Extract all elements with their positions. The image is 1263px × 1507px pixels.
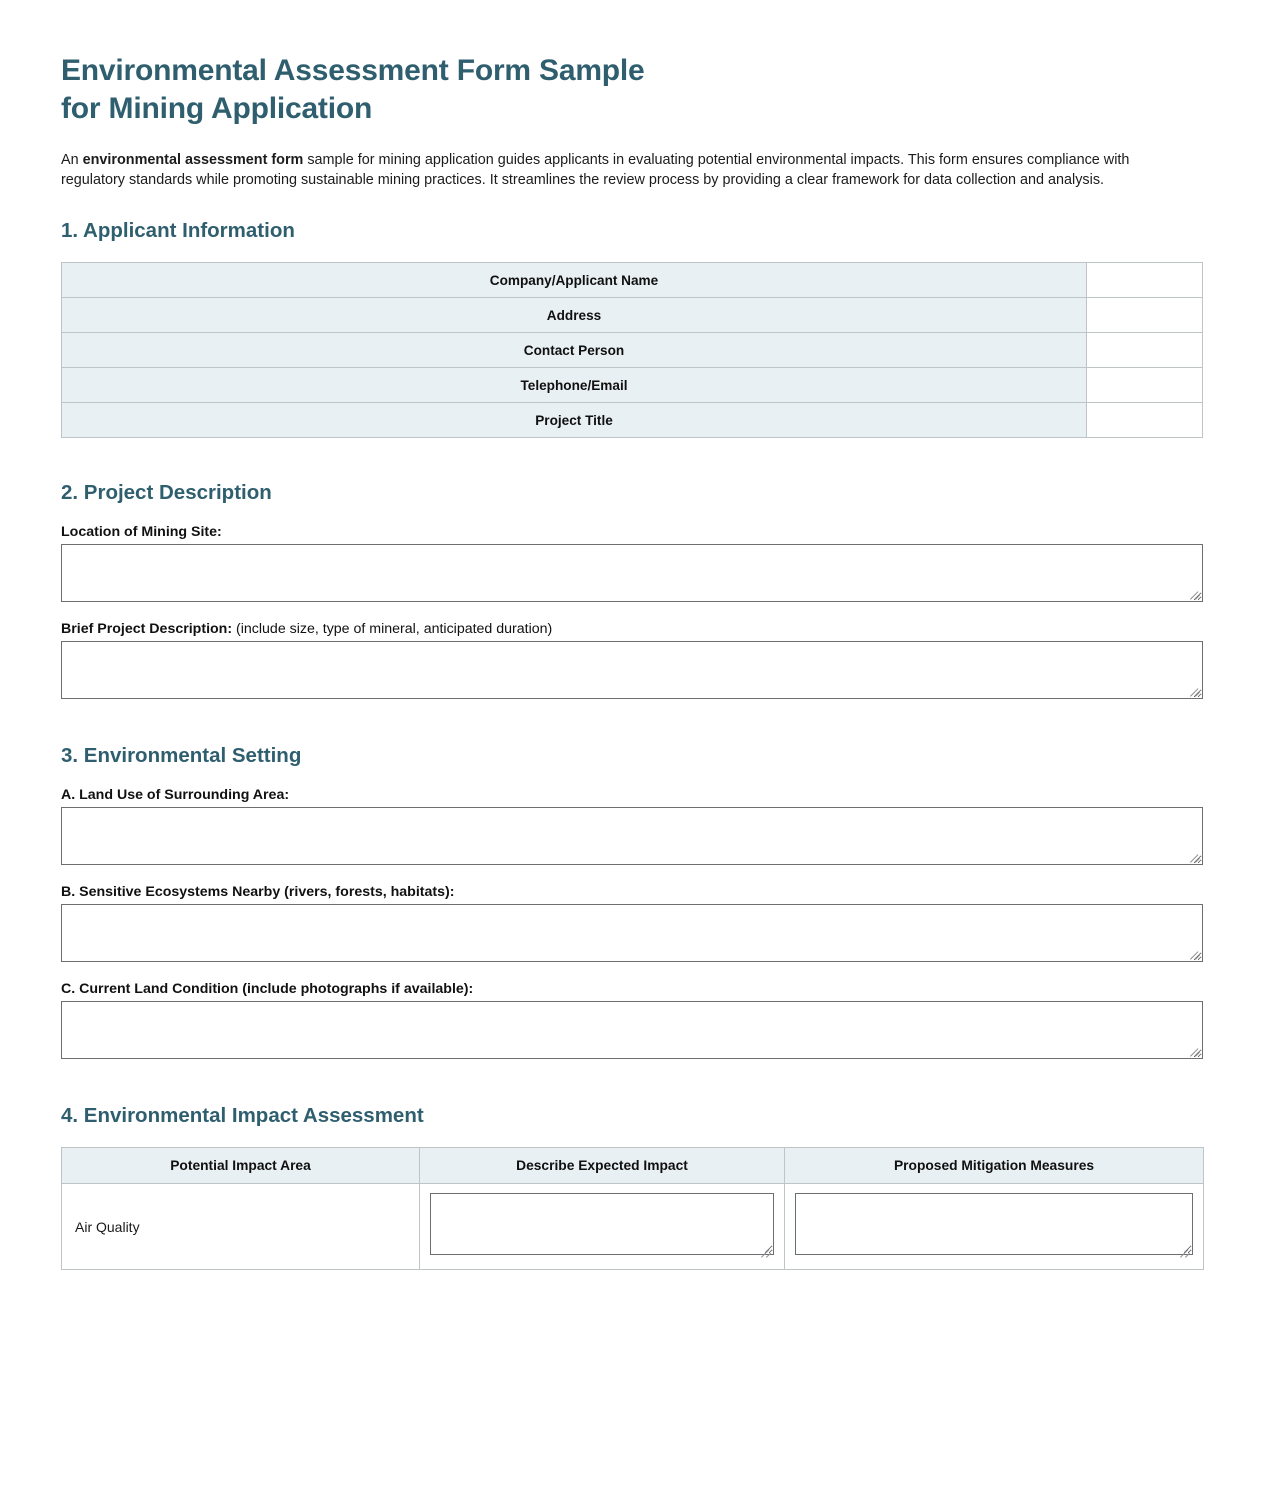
table-row [62, 1184, 1204, 1270]
impact-description-cell [420, 1184, 785, 1270]
section-heading-applicant-information: 1. Applicant Information [61, 219, 295, 242]
applicant-row-label: Contact Person [62, 333, 1087, 368]
brief-project-description-input[interactable] [61, 641, 1203, 699]
table-row [62, 263, 1203, 298]
field-current-land-condition [61, 980, 1203, 1059]
field-label [61, 786, 1203, 804]
applicant-row-value[interactable] [1087, 403, 1203, 438]
intro-prefix: An [61, 152, 83, 168]
applicant-row-label: Address [62, 298, 1087, 333]
intro-paragraph [61, 150, 1179, 190]
table-row [62, 368, 1203, 403]
applicant-row-value[interactable] [1087, 368, 1203, 403]
page-title-line-2: for Mining Application [61, 92, 373, 125]
column-header-proposed-mitigation-measures: Proposed Mitigation Measures [785, 1148, 1204, 1184]
applicant-row-value[interactable] [1087, 333, 1203, 368]
field-location-of-mining-site [61, 523, 1203, 602]
applicant-information-table [61, 262, 1203, 438]
field-land-use-of-surrounding-area [61, 786, 1203, 865]
column-header-potential-impact-area: Potential Impact Area [62, 1148, 420, 1184]
field-label-text: C. Current Land Condition (include photographs if available): [61, 981, 474, 997]
intro-emphasis: environmental assessment form [82, 152, 304, 168]
field-sensitive-ecosystems-nearby [61, 883, 1203, 962]
air-quality-expected-impact-input[interactable] [430, 1193, 774, 1255]
field-label [61, 620, 1203, 638]
field-brief-project-description [61, 620, 1203, 699]
table-header-row [62, 1148, 1204, 1184]
environmental-impact-assessment-table [61, 1147, 1204, 1270]
field-label-text: Location of Mining Site: [61, 524, 222, 540]
air-quality-mitigation-measures-input[interactable] [795, 1193, 1193, 1255]
field-label [61, 980, 1203, 998]
section-heading-environmental-impact-assessment: 4. Environmental Impact Assessment [61, 1104, 424, 1127]
applicant-row-value[interactable] [1087, 298, 1203, 333]
field-label-text: Brief Project Description: [61, 621, 233, 637]
section-heading-project-description: 2. Project Description [61, 481, 272, 504]
page-title-line-1: Environmental Assessment Form Sample [61, 54, 645, 87]
intro-rest: sample for mining application guides applicants in evaluating potential environmental impacts. This form ensures compliance with regulatory standards while promoting sustainable mining practices. It streamlines the review process by providing a clear framework for data collection and analysis. [61, 152, 1130, 188]
applicant-row-label: Company/Applicant Name [62, 263, 1087, 298]
current-land-condition-input[interactable] [61, 1001, 1203, 1059]
applicant-row-label: Project Title [62, 403, 1087, 438]
land-use-of-surrounding-area-input[interactable] [61, 807, 1203, 865]
table-row [62, 403, 1203, 438]
column-header-describe-expected-impact: Describe Expected Impact [420, 1148, 785, 1184]
sensitive-ecosystems-nearby-input[interactable] [61, 904, 1203, 962]
applicant-row-label: Telephone/Email [62, 368, 1087, 403]
field-label-text: A. Land Use of Surrounding Area: [61, 787, 290, 803]
field-label [61, 523, 1203, 541]
impact-area-label: Air Quality [62, 1184, 420, 1270]
table-row [62, 333, 1203, 368]
applicant-row-value[interactable] [1087, 263, 1203, 298]
section-heading-environmental-setting: 3. Environmental Setting [61, 744, 302, 767]
location-of-mining-site-input[interactable] [61, 544, 1203, 602]
field-label-text: B. Sensitive Ecosystems Nearby (rivers, forests, habitats): [61, 884, 455, 900]
field-label-hint: (include size, type of mineral, anticipated duration) [232, 621, 553, 637]
mitigation-measures-cell [785, 1184, 1204, 1270]
table-row [62, 298, 1203, 333]
field-label [61, 883, 1203, 901]
page-title [61, 52, 1203, 128]
